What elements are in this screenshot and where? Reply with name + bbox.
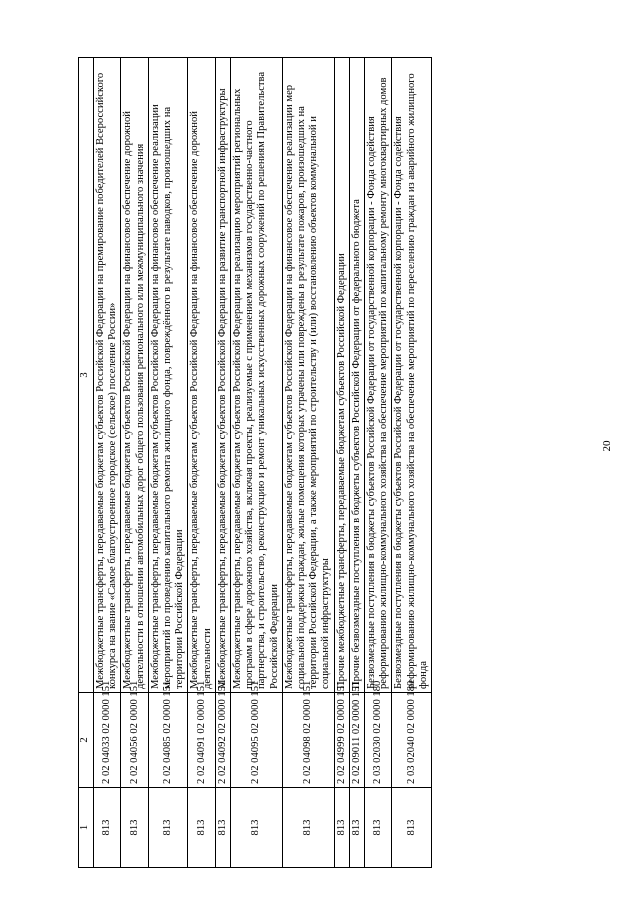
revenue-name-cell: Межбюджетные трансферты, передаваемые бюджетам субъектов Российской Федерации на премирование победителей Всероссийского конкурса на звание «Самое благоустроенное городское (сельское) поселение России» bbox=[94, 58, 121, 693]
table-row bbox=[365, 58, 392, 868]
table-row bbox=[349, 58, 364, 868]
revenue-name-cell: Прочие безвозмездные поступления в бюджеты субъектов Российской Федерации от федерального бюджета bbox=[349, 58, 364, 693]
revenue-code-cell: 2 02 04999 02 0000 151 bbox=[334, 693, 349, 788]
revenue-name-cell: Безвозмездные поступления в бюджеты субъектов Российской Федерации от государственной корпорации - Фонда содействия реформированию жилищно-коммунального хозяйства на обеспечение мероприятий по капитальному ремонту многоквартирных домов bbox=[365, 58, 392, 693]
revenue-code-cell: 2 02 04098 02 0000 151 bbox=[282, 693, 334, 788]
table-header-row bbox=[79, 58, 94, 868]
revenue-name-cell: Межбюджетные трансферты, передаваемые бюджетам субъектов Российской Федерации на финансовое обеспечение реализации мероприятий по проведению капитального ремонта жилищного фонда, повреждённого в результате паводков, произошедших на территории Российской Федерации bbox=[148, 58, 188, 693]
revenue-codes-table bbox=[78, 57, 432, 868]
table-row bbox=[215, 58, 230, 868]
column-header-1: 1 bbox=[79, 788, 94, 868]
revenue-name-cell: Прочие межбюджетные трансферты, передаваемые бюджетам субъектов Российской Федерации bbox=[334, 58, 349, 693]
admin-code-cell: 813 bbox=[282, 788, 334, 868]
revenue-name-cell: Межбюджетные трансферты, передаваемые бюджетам субъектов Российской Федерации на развитие транспортной инфраструктуры bbox=[215, 58, 230, 693]
revenue-code-cell: 2 02 04085 02 0000 151 bbox=[148, 693, 188, 788]
table-body bbox=[94, 58, 432, 868]
admin-code-cell: 813 bbox=[94, 788, 121, 868]
revenue-code-cell: 2 02 04092 02 0000 151 bbox=[215, 693, 230, 788]
revenue-name-cell: Межбюджетные трансферты, передаваемые бюджетам субъектов Российской Федерации на финансовое обеспечение дорожной деятельности bbox=[188, 58, 215, 693]
revenue-name-cell: Межбюджетные трансферты, передаваемые бюджетам субъектов Российской Федерации на финансовое обеспечение реализации мер социальной поддержки граждан, жилые помещения которых утрачены или повреждены в результате пожаров, произошедших на территории Российской Федерации, а также мероприятий по строительству и (или) восстановлению объектов коммунальной и социальной инфраструктуры bbox=[282, 58, 334, 693]
admin-code-cell: 813 bbox=[231, 788, 283, 868]
table-row bbox=[121, 58, 148, 868]
revenue-name-cell: Межбюджетные трансферты, передаваемые бюджетам субъектов Российской Федерации на реализацию мероприятий региональных программ в сфере дорожного хозяйства, включая проекты, реализуемые с применением механизмов государственно-частного партнерства, и строительство, реконструкцию и ремонт уникальных искусственных дорожных сооружений по решениям Правительства Российской Федерации bbox=[231, 58, 283, 693]
revenue-code-cell: 2 02 04091 02 0000 151 bbox=[188, 693, 215, 788]
table-row bbox=[282, 58, 334, 868]
table-row bbox=[148, 58, 188, 868]
column-header-2: 2 bbox=[79, 693, 94, 788]
table-row bbox=[392, 58, 432, 868]
revenue-code-cell: 2 03 02030 02 0000 180 bbox=[365, 693, 392, 788]
revenue-code-cell: 2 03 02040 02 0000 180 bbox=[392, 693, 432, 788]
admin-code-cell: 813 bbox=[121, 788, 148, 868]
revenue-name-cell: Межбюджетные трансферты, передаваемые бюджетам субъектов Российской Федерации на финансовое обеспечение дорожной деятельности в отношении автомобильных дорог общего пользования регионального или межмуниципального значения bbox=[121, 58, 148, 693]
admin-code-cell: 813 bbox=[148, 788, 188, 868]
revenue-name-cell: Безвозмездные поступления в бюджеты субъектов Российской Федерации от государственной корпорации - Фонда содействия реформированию жилищно-коммунального хозяйства на обеспечение мероприятий по переселению граждан из аварийного жилищного фонда bbox=[392, 58, 432, 693]
revenue-code-cell: 2 02 04095 02 0000 151 bbox=[231, 693, 283, 788]
admin-code-cell: 813 bbox=[215, 788, 230, 868]
document-sheet bbox=[78, 58, 558, 868]
table-row bbox=[188, 58, 215, 868]
table-row bbox=[334, 58, 349, 868]
column-header-3: 3 bbox=[79, 58, 94, 693]
admin-code-cell: 813 bbox=[349, 788, 364, 868]
table-row bbox=[231, 58, 283, 868]
page-number: 20 bbox=[601, 440, 613, 452]
revenue-code-cell: 2 02 09011 02 0000 151 bbox=[349, 693, 364, 788]
admin-code-cell: 813 bbox=[365, 788, 392, 868]
table-row bbox=[94, 58, 121, 868]
revenue-code-cell: 2 02 04056 02 0000 151 bbox=[121, 693, 148, 788]
admin-code-cell: 813 bbox=[392, 788, 432, 868]
revenue-code-cell: 2 02 04033 02 0000 151 bbox=[94, 693, 121, 788]
admin-code-cell: 813 bbox=[334, 788, 349, 868]
admin-code-cell: 813 bbox=[188, 788, 215, 868]
